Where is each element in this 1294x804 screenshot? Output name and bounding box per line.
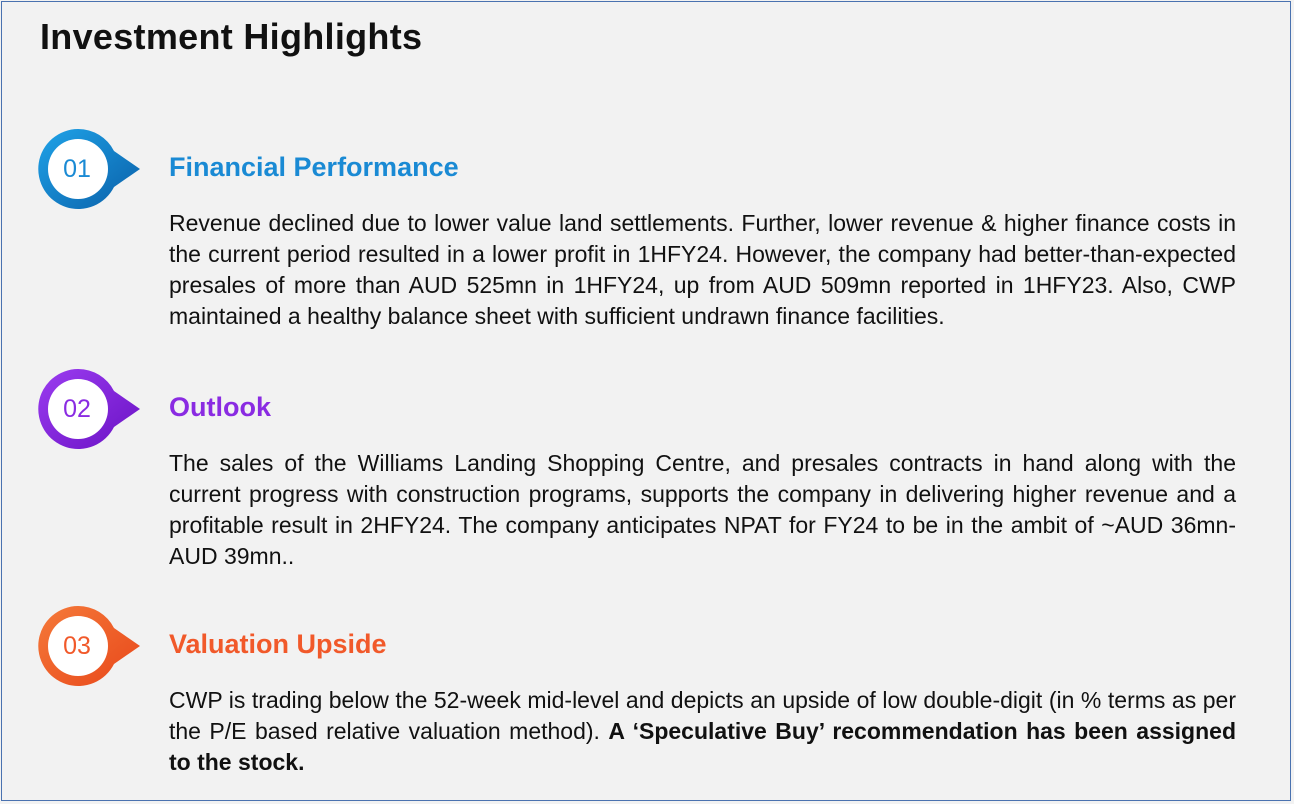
highlights-panel [1, 1, 1291, 801]
section-1-number-badge [36, 127, 146, 211]
section-3-text [169, 685, 1236, 778]
section-3-recommendation: A ‘Speculative Buy’ recommendation has been assigned to the stock. [169, 718, 1237, 775]
section-1-heading: Financial Performance [169, 152, 459, 182]
section-2-number: 02 [63, 395, 91, 423]
section-2-number-badge [36, 367, 146, 451]
section-3-heading: Valuation Upside [169, 629, 387, 659]
section-2-heading: Outlook [169, 392, 271, 422]
section-2-text: The sales of the Williams Landing Shopping Centre, and presales contracts in hand along with the current progress with construction programs, supports the company in delivering higher revenue and a profitable result in 2HFY24. The company anticipates NPAT for FY24 to be in the ambit of ~AUD 36mn- AUD 39mn.. [169, 450, 1236, 569]
section-1-text: Revenue declined due to lower value land settlements. Further, lower revenue & higher finance costs in the current period resulted in a lower profit in 1HFY24. However, the company had better-than-expected presales of more than AUD 525mn in 1HFY24, up from AUD 509mn reported in 1HFY23. Also, CWP maintained a healthy balance sheet with sufficient undrawn finance facilities. [169, 210, 1236, 329]
section-3-number: 03 [63, 632, 91, 660]
section-3-number-badge [36, 604, 146, 688]
section-1-number: 01 [63, 155, 91, 183]
page-title: Investment Highlights [40, 16, 423, 57]
section-3-text-regular: CWP is trading below the 52-week mid-level and depicts an upside of low double-digit (in % terms as per the P/E based relative valuation method). [169, 687, 1236, 744]
